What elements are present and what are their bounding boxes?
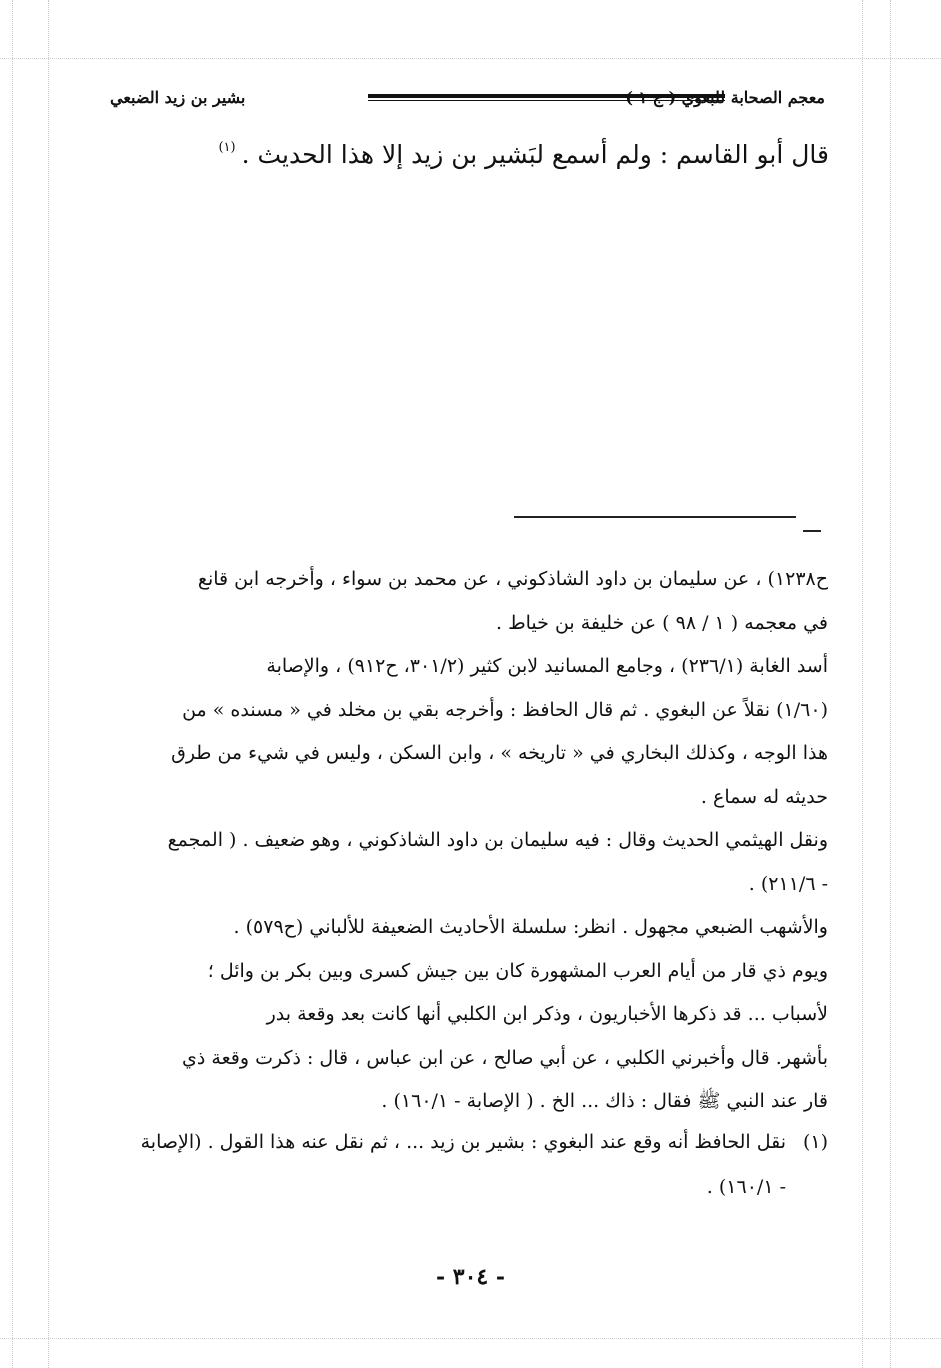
main-text-content: قال أبو القاسم : ولم أسمع لبَشير بن زيد إلا هذا الحديث . xyxy=(241,140,829,169)
scan-dotted-line xyxy=(862,0,863,1368)
running-header xyxy=(110,88,825,116)
continued-notes xyxy=(104,558,828,1124)
footnote-dash xyxy=(803,530,821,532)
scan-dotted-line xyxy=(12,0,13,1368)
note-line: حديثه له سماع . xyxy=(700,785,828,808)
scan-dotted-line xyxy=(890,0,891,1368)
scan-dotted-line xyxy=(48,0,49,1368)
note-line: قار عند النبي ﷺ فقال : ذاك ... الخ . ( الإصابة - ١٦٠/١) . xyxy=(381,1090,828,1112)
note-line: والأشهب الضبعي مجهول . انظر: سلسلة الأحاديث الضعيفة للألباني (ح٥٧٩) . xyxy=(233,916,828,938)
footnote-separator xyxy=(514,516,796,518)
main-text xyxy=(109,140,829,169)
scan-dotted-line xyxy=(0,1338,941,1339)
footnote-1 xyxy=(104,1120,828,1210)
footnote-number: (١) xyxy=(802,1131,828,1153)
note-line: بأشهر. قال وأخبرني الكلبي ، عن أبي صالح ، عن ابن عباس ، قال : ذكرت وقعة ذي xyxy=(182,1046,828,1069)
note-line: ح١٢٣٨) ، عن سليمان بن داود الشاذكوني ، عن محمد بن سواء ، وأخرجه ابن قانع xyxy=(197,568,828,590)
footnote-line: - ١٦٠/١) . xyxy=(706,1176,786,1198)
note-line: أسد الغابة (٢٣٦/١) ، وجامع المسانيد لابن كثير (٣٠١/٢، ح٩١٢) ، والإصابة xyxy=(266,655,828,677)
footnote-text xyxy=(104,1120,786,1210)
note-line: ويوم ذي قار من أيام العرب المشهورة كان بين جيش كسرى وبين بكر بن وائل ؛ xyxy=(207,959,828,982)
note-line: لأسباب ... قد ذكرها الأخباريون ، وذكر ابن الكلبي أنها كانت بعد وقعة بدر xyxy=(266,1003,828,1025)
book-title: معجم الصحابة للبغوي ( ج ١ ) xyxy=(625,88,825,107)
note-line: - ٢١١/٦) . xyxy=(748,872,828,895)
note-line: في معجمه ( ١ / ٩٨ ) عن خليفة بن خياط . xyxy=(495,611,828,634)
footnote-line: نقل الحافظ أنه وقع عند البغوي : بشير بن زيد ... ، ثم نقل عنه هذا القول . (الإصابة xyxy=(140,1131,786,1153)
scan-dotted-line xyxy=(0,58,941,59)
page-number: - ٣٠٤ - xyxy=(435,1264,506,1290)
note-line: (١/٦٠) نقلاً عن البغوي . ثم قال الحافظ : وأخرجه بقي بن مخلد في « مسنده » من xyxy=(182,698,828,721)
footnote-marker: (١) xyxy=(218,140,236,155)
note-line: ونقل الهيثمي الحديث وقال : فيه سليمان بن داود الشاذكوني ، وهو ضعيف . ( المجمع xyxy=(167,829,828,851)
note-line: هذا الوجه ، وكذلك البخاري في « تاريخه » ، وابن السكن ، وليس في شيء من طرق xyxy=(171,742,828,764)
entry-title: بشير بن زيد الضبعي xyxy=(110,88,246,107)
